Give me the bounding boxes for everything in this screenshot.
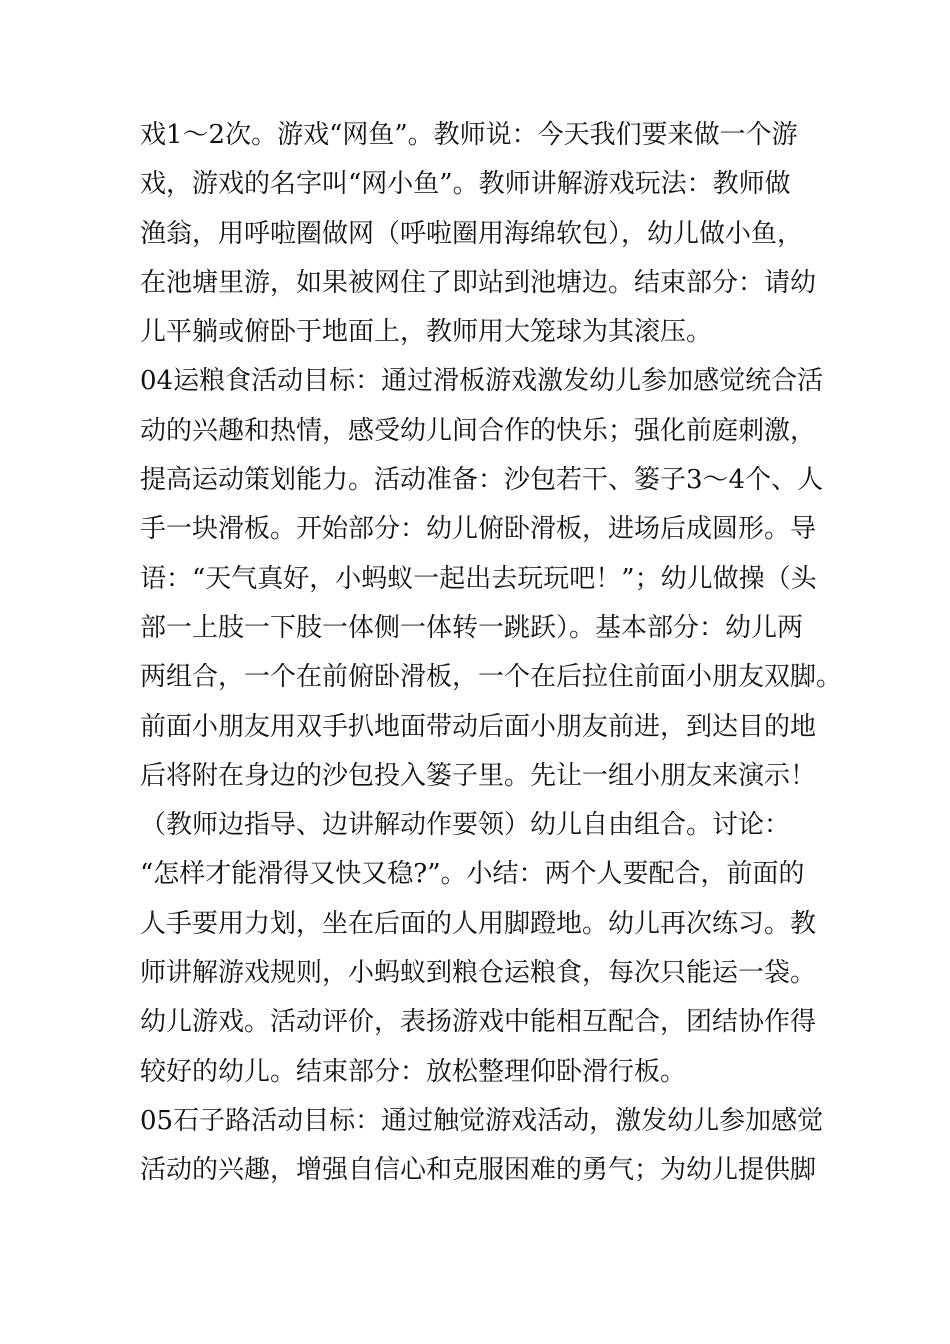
- text-line: 戏1～2次。游戏“网鱼”。教师说：今天我们要来做一个游: [140, 120, 798, 150]
- section-05-line: 05石子路活动目标：通过触觉游戏活动，激发幼儿参加感觉: [140, 1105, 824, 1136]
- text-line: 提高运动策划能力。活动准备：沙包若干、篓子3～4个、人: [140, 465, 824, 496]
- text-line: 前面小朋友用双手扒地面带动后面小朋友前进，到达目的地: [140, 711, 817, 742]
- text-line: 幼儿游戏。活动评价，表扬游戏中能相互配合，团结协作得: [140, 1007, 817, 1038]
- body-text: [140, 111, 843, 1196]
- text-line: 戏，游戏的名字叫“网小鱼”。教师讲解游戏玩法：教师做: [140, 169, 791, 200]
- text-line: 人手要用力划，坐在后面的人用脚蹬地。幼儿再次练习。教: [140, 908, 817, 939]
- text-line: 两组合，一个在前俯卧滑板，一个在后拉住前面小朋友双脚。: [140, 662, 843, 693]
- text-line: 师讲解游戏规则，小蚂蚁到粮仓运粮食，每次只能运一袋。: [140, 958, 817, 989]
- text-line: 动的兴趣和热情，感受幼儿间合作的快乐；强化前庭刺激，: [140, 415, 817, 446]
- text-line: （教师边指导、边讲解动作要领）幼儿自由组合。讨论：: [140, 810, 791, 841]
- text-line: 活动的兴趣，增强自信心和克服困难的勇气；为幼儿提供脚: [140, 1155, 817, 1186]
- text-line: 手一块滑板。开始部分：幼儿俯卧滑板，进场后成圆形。导: [140, 514, 817, 545]
- text-line: 渔翁，用呼啦圈做网（呼啦圈用海绵软包），幼儿做小鱼，: [140, 218, 804, 249]
- text-line: 后将附在身边的沙包投入篓子里。先让一组小朋友来演示！: [140, 760, 817, 791]
- text-line: 在池塘里游，如果被网住了即站到池塘边。结束部分：请幼: [140, 267, 817, 298]
- text-line: 较好的幼儿。结束部分：放松整理仰卧滑行板。: [140, 1056, 687, 1087]
- text-line: “怎样才能滑得又快又稳?”。小结：两个人要配合，前面的: [140, 859, 805, 890]
- text-line: 语：“天气真好，小蚂蚁一起出去玩玩吧！”；幼儿做操（头: [140, 563, 817, 594]
- text-line: 部一上肢一下肢一体侧一体转一跳跃）。基本部分：幼儿两: [140, 612, 804, 643]
- text-line: 儿平躺或俯卧于地面上，教师用大笼球为其滚压。: [140, 317, 713, 348]
- section-04-line: 04运粮食活动目标：通过滑板游戏激发幼儿参加感觉统合活: [140, 366, 824, 397]
